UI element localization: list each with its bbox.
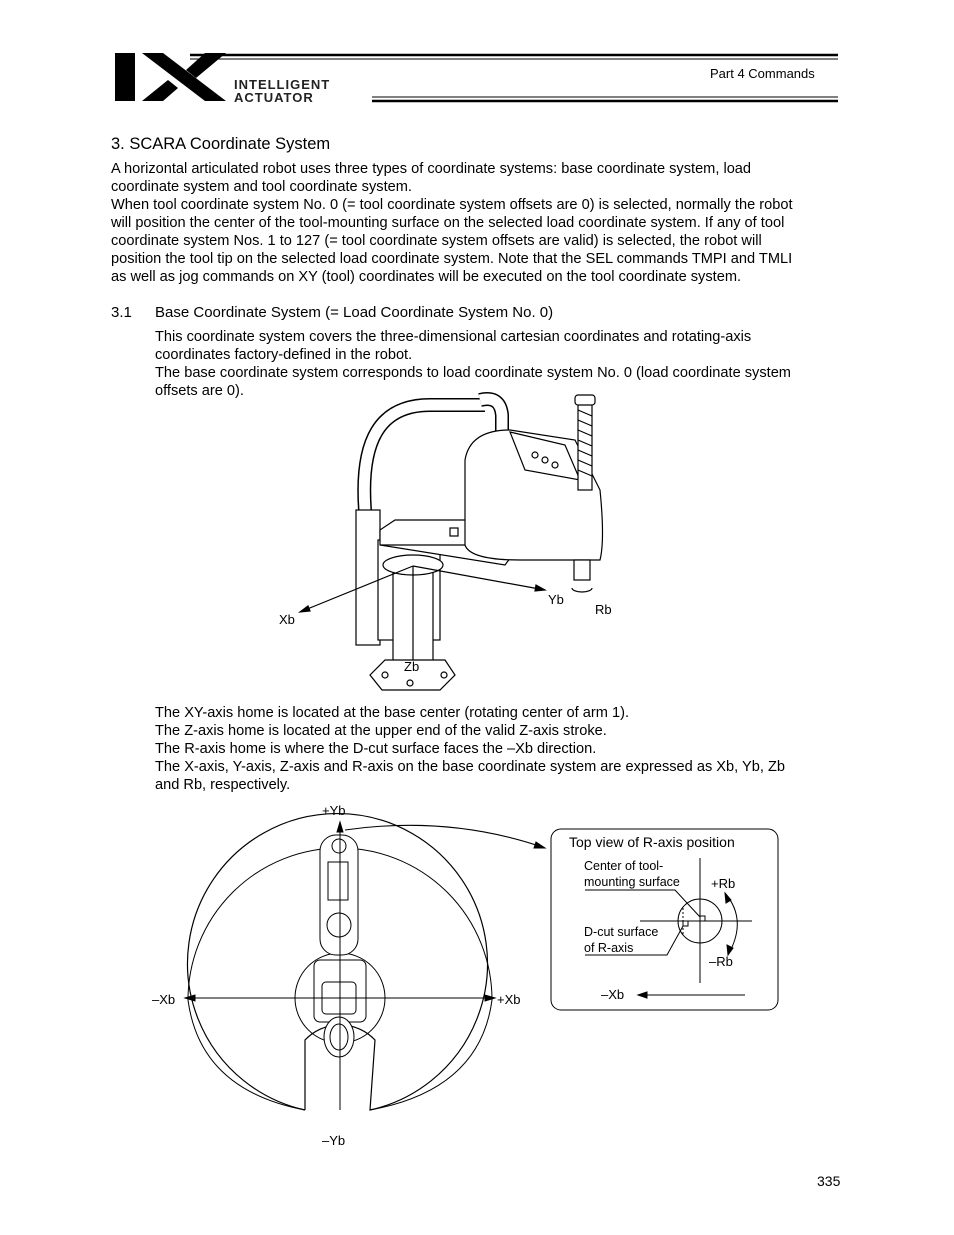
subsection-heading: Base Coordinate System (= Load Coordinate System No. 0)	[155, 304, 554, 321]
subsection-number: 3.1	[111, 304, 132, 321]
text-line: When tool coordinate system No. 0 (= tool coordinate system offsets are 0) is selected, normally the robot	[111, 197, 793, 213]
text-line: coordinates factory-defined in the robot.	[155, 347, 413, 363]
text-line: The R-axis home is where the D-cut surface faces the –Xb direction.	[155, 741, 597, 757]
axis-label-minus-yb: –Yb	[322, 1133, 346, 1148]
axis-label-yb: Yb	[548, 592, 564, 607]
text-line: position the tool tip on the selected load coordinate system. Note that the SEL commands TMPI and TMLI	[111, 251, 793, 267]
label-minus-rb: –Rb	[709, 954, 733, 969]
text-line: The Z-axis home is located at the upper end of the valid Z-axis stroke.	[155, 723, 607, 739]
text-line: The base coordinate system corresponds to load coordinate system No. 0 (load coordinate system	[155, 365, 791, 381]
text-line: coordinate system and tool coordinate system.	[111, 179, 412, 195]
section-heading: 3. SCARA Coordinate System	[111, 135, 331, 153]
text-line: as well as jog commands on XY (tool) coordinates will be executed on the tool coordinate system.	[111, 269, 742, 285]
dcut-label-line2: of R-axis	[584, 941, 634, 955]
text-line: and Rb, respectively.	[155, 777, 291, 793]
center-label-line2: mounting surface	[584, 875, 680, 889]
label-plus-rb: +Rb	[711, 876, 736, 891]
logo-text-actuator: ACTUATOR	[234, 90, 314, 105]
text-line: will position the center of the tool-mounting surface on the selected load coordinate system. If any of tool	[111, 215, 785, 231]
label-minus-xb: –Xb	[601, 987, 625, 1002]
axis-label-plus-xb: +Xb	[497, 992, 521, 1007]
axis-label-minus-xb: –Xb	[152, 992, 176, 1007]
text-line: The X-axis, Y-axis, Z-axis and R-axis on the base coordinate system are expressed as Xb, Yb, Zb	[155, 759, 785, 775]
axis-label-xb: Xb	[279, 612, 295, 627]
header-section: Part 4 Commands	[710, 66, 815, 81]
text-line: A horizontal articulated robot uses three types of coordinate systems: base coordinate system, load	[111, 161, 752, 177]
axis-label-rb: Rb	[595, 602, 612, 617]
dcut-label-line1: D-cut surface	[584, 925, 659, 939]
text-line: The XY-axis home is located at the base center (rotating center of arm 1).	[155, 705, 629, 721]
logo-text-intelligent: INTELLIGENT	[234, 77, 331, 92]
text-line: offsets are 0).	[155, 383, 244, 399]
inset-title: Top view of R-axis position	[569, 834, 735, 850]
center-label-line1: Center of tool-	[584, 859, 664, 873]
text-line: coordinate system Nos. 1 to 127 (= tool coordinate system offsets are valid) is selected, the robot will	[111, 233, 762, 249]
axis-label-plus-yb: +Yb	[322, 803, 346, 818]
page-number: 335	[817, 1173, 841, 1189]
text-line: This coordinate system covers the three-dimensional cartesian coordinates and rotating-axis	[155, 329, 752, 345]
axis-label-zb: Zb	[404, 659, 420, 674]
